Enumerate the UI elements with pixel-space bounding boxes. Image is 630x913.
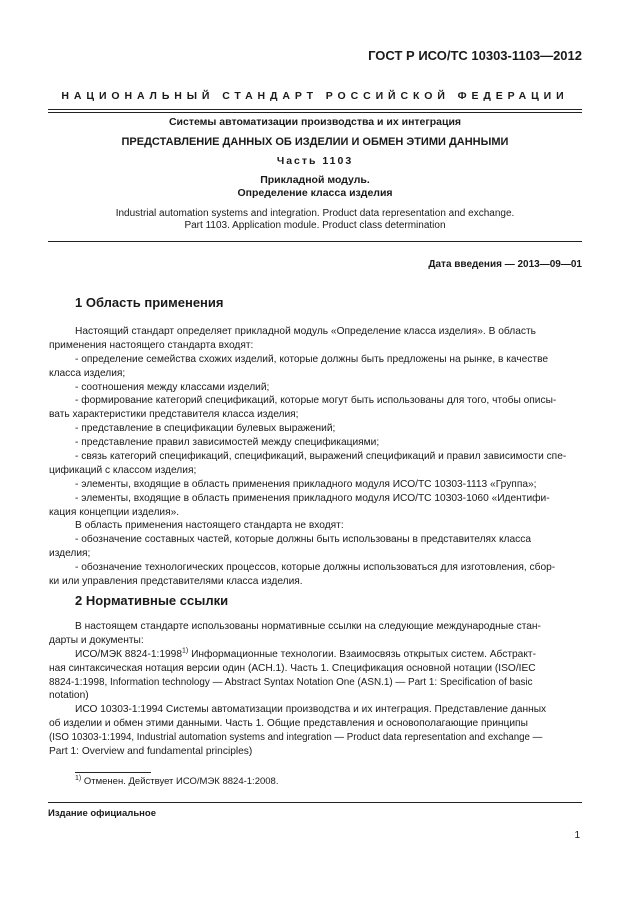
text-line: - формирование категорий спецификаций, которые могут быть использованы для того, чтобы описы-	[75, 395, 557, 407]
text-line: ная синтаксическая нотация версии один (АСН.1). Часть 1. Спецификация основной нотации (ISO/IEC	[49, 662, 536, 674]
title-subtitle-1: Прикладной модуль.	[260, 174, 370, 186]
text-line: вать характеристики представителя класса изделия;	[49, 409, 299, 421]
text-line-with-footnote	[75, 648, 583, 662]
footnote-marker: 1)	[182, 647, 189, 655]
text-line: об изделии и обмен этими данными. Часть 1. Общие представления и основополагающие принципы	[49, 718, 528, 730]
document-code: ГОСТ Р ИСО/ТС 10303-1103—2012	[368, 48, 582, 63]
footnote-number: 1)	[75, 774, 82, 782]
reference-title: Информационные технологии. Взаимосвязь открытых систем. Абстракт-	[188, 648, 536, 660]
text-line: 8824-1:1998, Information technology — Abstract Syntax Notation One (ASN.1) — Part 1: Specification of basic	[49, 676, 533, 688]
text-line: Настоящий стандарт определяет прикладной модуль «Определение класса изделия». В область	[75, 326, 536, 337]
text-line: класса изделия;	[49, 367, 126, 379]
footnote	[75, 776, 278, 787]
text-line: (ISO 10303-1:1994, Industrial automation systems and integration — Product data representation and exchange —	[49, 732, 543, 744]
text-line: - определение семейства схожих изделий, которые должны быть предложены на рынке, в качестве	[75, 353, 549, 365]
text-line: ИСО 10303-1:1994 Системы автоматизации производства и их интеграция. Представление данных	[75, 704, 547, 716]
text-line: Part 1: Overview and fundamental principles)	[49, 746, 253, 758]
text-line: В область применения настоящего стандарта не входят:	[75, 520, 344, 532]
text-line: notation)	[49, 690, 89, 702]
title-part: Часть 1103	[276, 155, 354, 167]
section-1-body	[49, 325, 583, 589]
text-line: - соотношения между классами изделий;	[75, 381, 270, 393]
text-line: дарты и документы:	[49, 634, 144, 646]
title-english-1: Industrial automation systems and integration. Product data representation and exchange.	[115, 208, 515, 219]
text-line: применения настоящего стандарта входят:	[49, 339, 254, 351]
text-line: - обозначение составных частей, которые должны быть использованы в представителях класса	[75, 534, 531, 546]
introduction-date: Дата введения — 2013—09—01	[428, 259, 582, 270]
national-standard-banner: НАЦИОНАЛЬНЫЙ СТАНДАРТ РОССИЙСКОЙ ФЕДЕРАЦИИ	[61, 90, 569, 102]
text-line: - представление правил зависимостей между спецификациями;	[75, 437, 380, 449]
title-main: ПРЕДСТАВЛЕНИЕ ДАННЫХ ОБ ИЗДЕЛИИ И ОБМЕН ЭТИМИ ДАННЫМИ	[121, 136, 509, 148]
section-2-heading: 2 Нормативные ссылки	[75, 593, 229, 608]
title-series: Системы автоматизации производства и их интеграция	[168, 116, 462, 128]
text-line: - элементы, входящие в область применения прикладного модуля ИСО/ТС 10303-1060 «Идентифи-	[75, 492, 550, 504]
text-line: изделия;	[49, 548, 91, 560]
reference-code: ИСО/МЭК 8824-1:1998	[75, 648, 182, 660]
section-2-body	[49, 620, 583, 759]
header-rule-top	[48, 109, 582, 110]
text-line: - связь категорий спецификаций, спецификаций, выражений спецификаций и правил зависимости спе-	[75, 451, 567, 463]
edition-rule	[48, 802, 582, 803]
title-subtitle-2: Определение класса изделия	[237, 187, 393, 199]
text-line: ки или управления представителями класса изделия.	[49, 576, 303, 588]
title-english-2: Part 1103. Application module. Product class determination	[184, 220, 446, 231]
text-line: - обозначение технологических процессов, которые должны использоваться для изготовления, сбор-	[75, 562, 556, 574]
footnote-text: Отменен. Действует ИСО/МЭК 8824-1:2008.	[81, 776, 279, 787]
text-line: - представление в спецификации булевых выражений;	[75, 423, 336, 435]
text-line: - элементы, входящие в область применения прикладного модуля ИСО/ТС 10303-1113 «Группа»;	[75, 478, 537, 490]
section-1-heading: 1 Область применения	[75, 295, 224, 310]
text-line: цификаций с классом изделия;	[49, 464, 197, 476]
title-rule	[48, 241, 582, 242]
header-rule-bottom	[48, 112, 582, 113]
edition-label: Издание официальное	[48, 808, 156, 819]
page-number: 1	[574, 830, 580, 841]
footnote-rule	[75, 772, 151, 773]
text-line: кация концепции изделия».	[49, 506, 180, 518]
text-line: В настоящем стандарте использованы нормативные ссылки на следующие международные стан-	[75, 621, 541, 632]
